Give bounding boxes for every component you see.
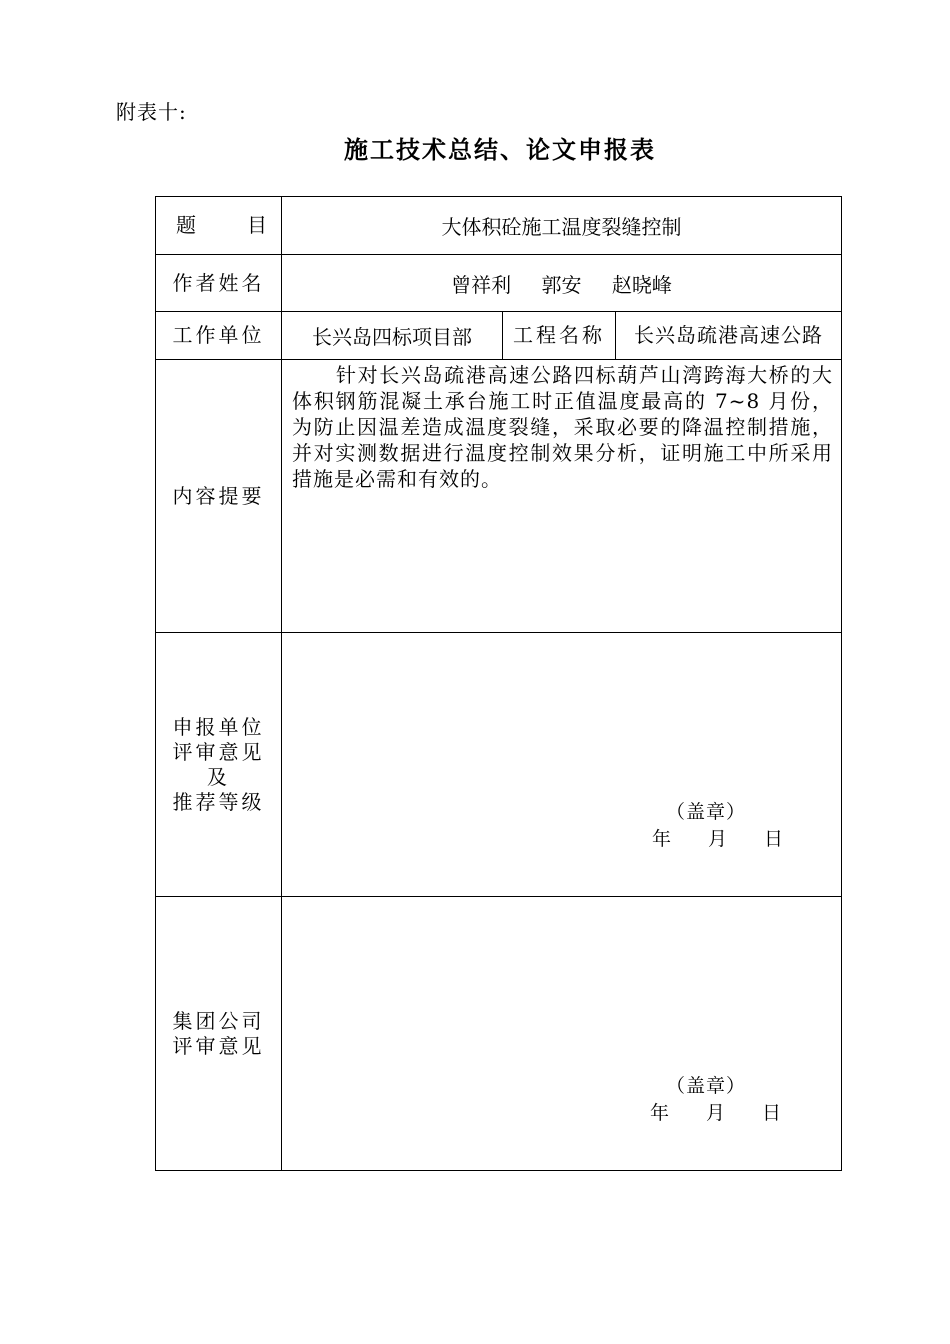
author-name: 赵晓峰	[611, 272, 672, 297]
author-name: 郭安	[541, 272, 582, 297]
applicant-date-line	[652, 826, 784, 853]
applicant-review-label: 申报单位 评审意见 及 推荐等级	[156, 633, 282, 897]
summary-text: 针对长兴岛疏港高速公路四标葫芦山湾跨海大桥的大体积钢筋混凝土承台施工时正值温度最高的 7~8 月份，为防止因温差造成温度裂缝，采取必要的降温控制措施，并对实测数据进行温度控制效果分析，证明施工中所采用措施是必需和有效的。	[282, 360, 842, 633]
group-seal-block	[650, 1073, 782, 1127]
work-unit-label: 工作单位	[156, 312, 282, 360]
row-summary	[156, 360, 842, 633]
authors-value	[282, 255, 842, 312]
applicant-year: 年	[652, 828, 673, 850]
form-title: 施工技术总结、论文申报表	[344, 136, 656, 164]
applicant-review-area[interactable]	[282, 633, 842, 897]
row-topic	[156, 197, 842, 255]
group-date-line	[650, 1100, 782, 1127]
appendix-label: 附表十:	[116, 100, 187, 124]
group-review-label: 集团公司 评审意见	[156, 897, 282, 1171]
applicant-month: 月	[708, 828, 729, 850]
group-review-area[interactable]	[282, 897, 842, 1171]
authors-label: 作者姓名	[156, 255, 282, 312]
applicant-day: 日	[764, 828, 785, 850]
row-authors	[156, 255, 842, 312]
group-seal-label: （盖章）	[666, 1075, 747, 1097]
author-name: 曾祥利	[451, 272, 512, 297]
row-group-review	[156, 897, 842, 1171]
topic-label: 题 目	[156, 197, 282, 255]
summary-label: 内容提要	[156, 360, 282, 633]
row-work-unit	[156, 312, 842, 360]
group-year: 年	[650, 1102, 671, 1124]
applicant-seal-label: （盖章）	[666, 801, 747, 823]
work-unit-value: 长兴岛四标项目部	[282, 312, 503, 360]
row-applicant-review	[156, 633, 842, 897]
applicant-seal-block	[652, 799, 784, 853]
group-month: 月	[706, 1102, 727, 1124]
project-name-value: 长兴岛疏港高速公路	[616, 312, 842, 360]
topic-value: 大体积砼施工温度裂缝控制	[282, 197, 842, 255]
group-day: 日	[762, 1102, 783, 1124]
application-form-table	[155, 196, 842, 1171]
project-name-label: 工程名称	[503, 312, 616, 360]
